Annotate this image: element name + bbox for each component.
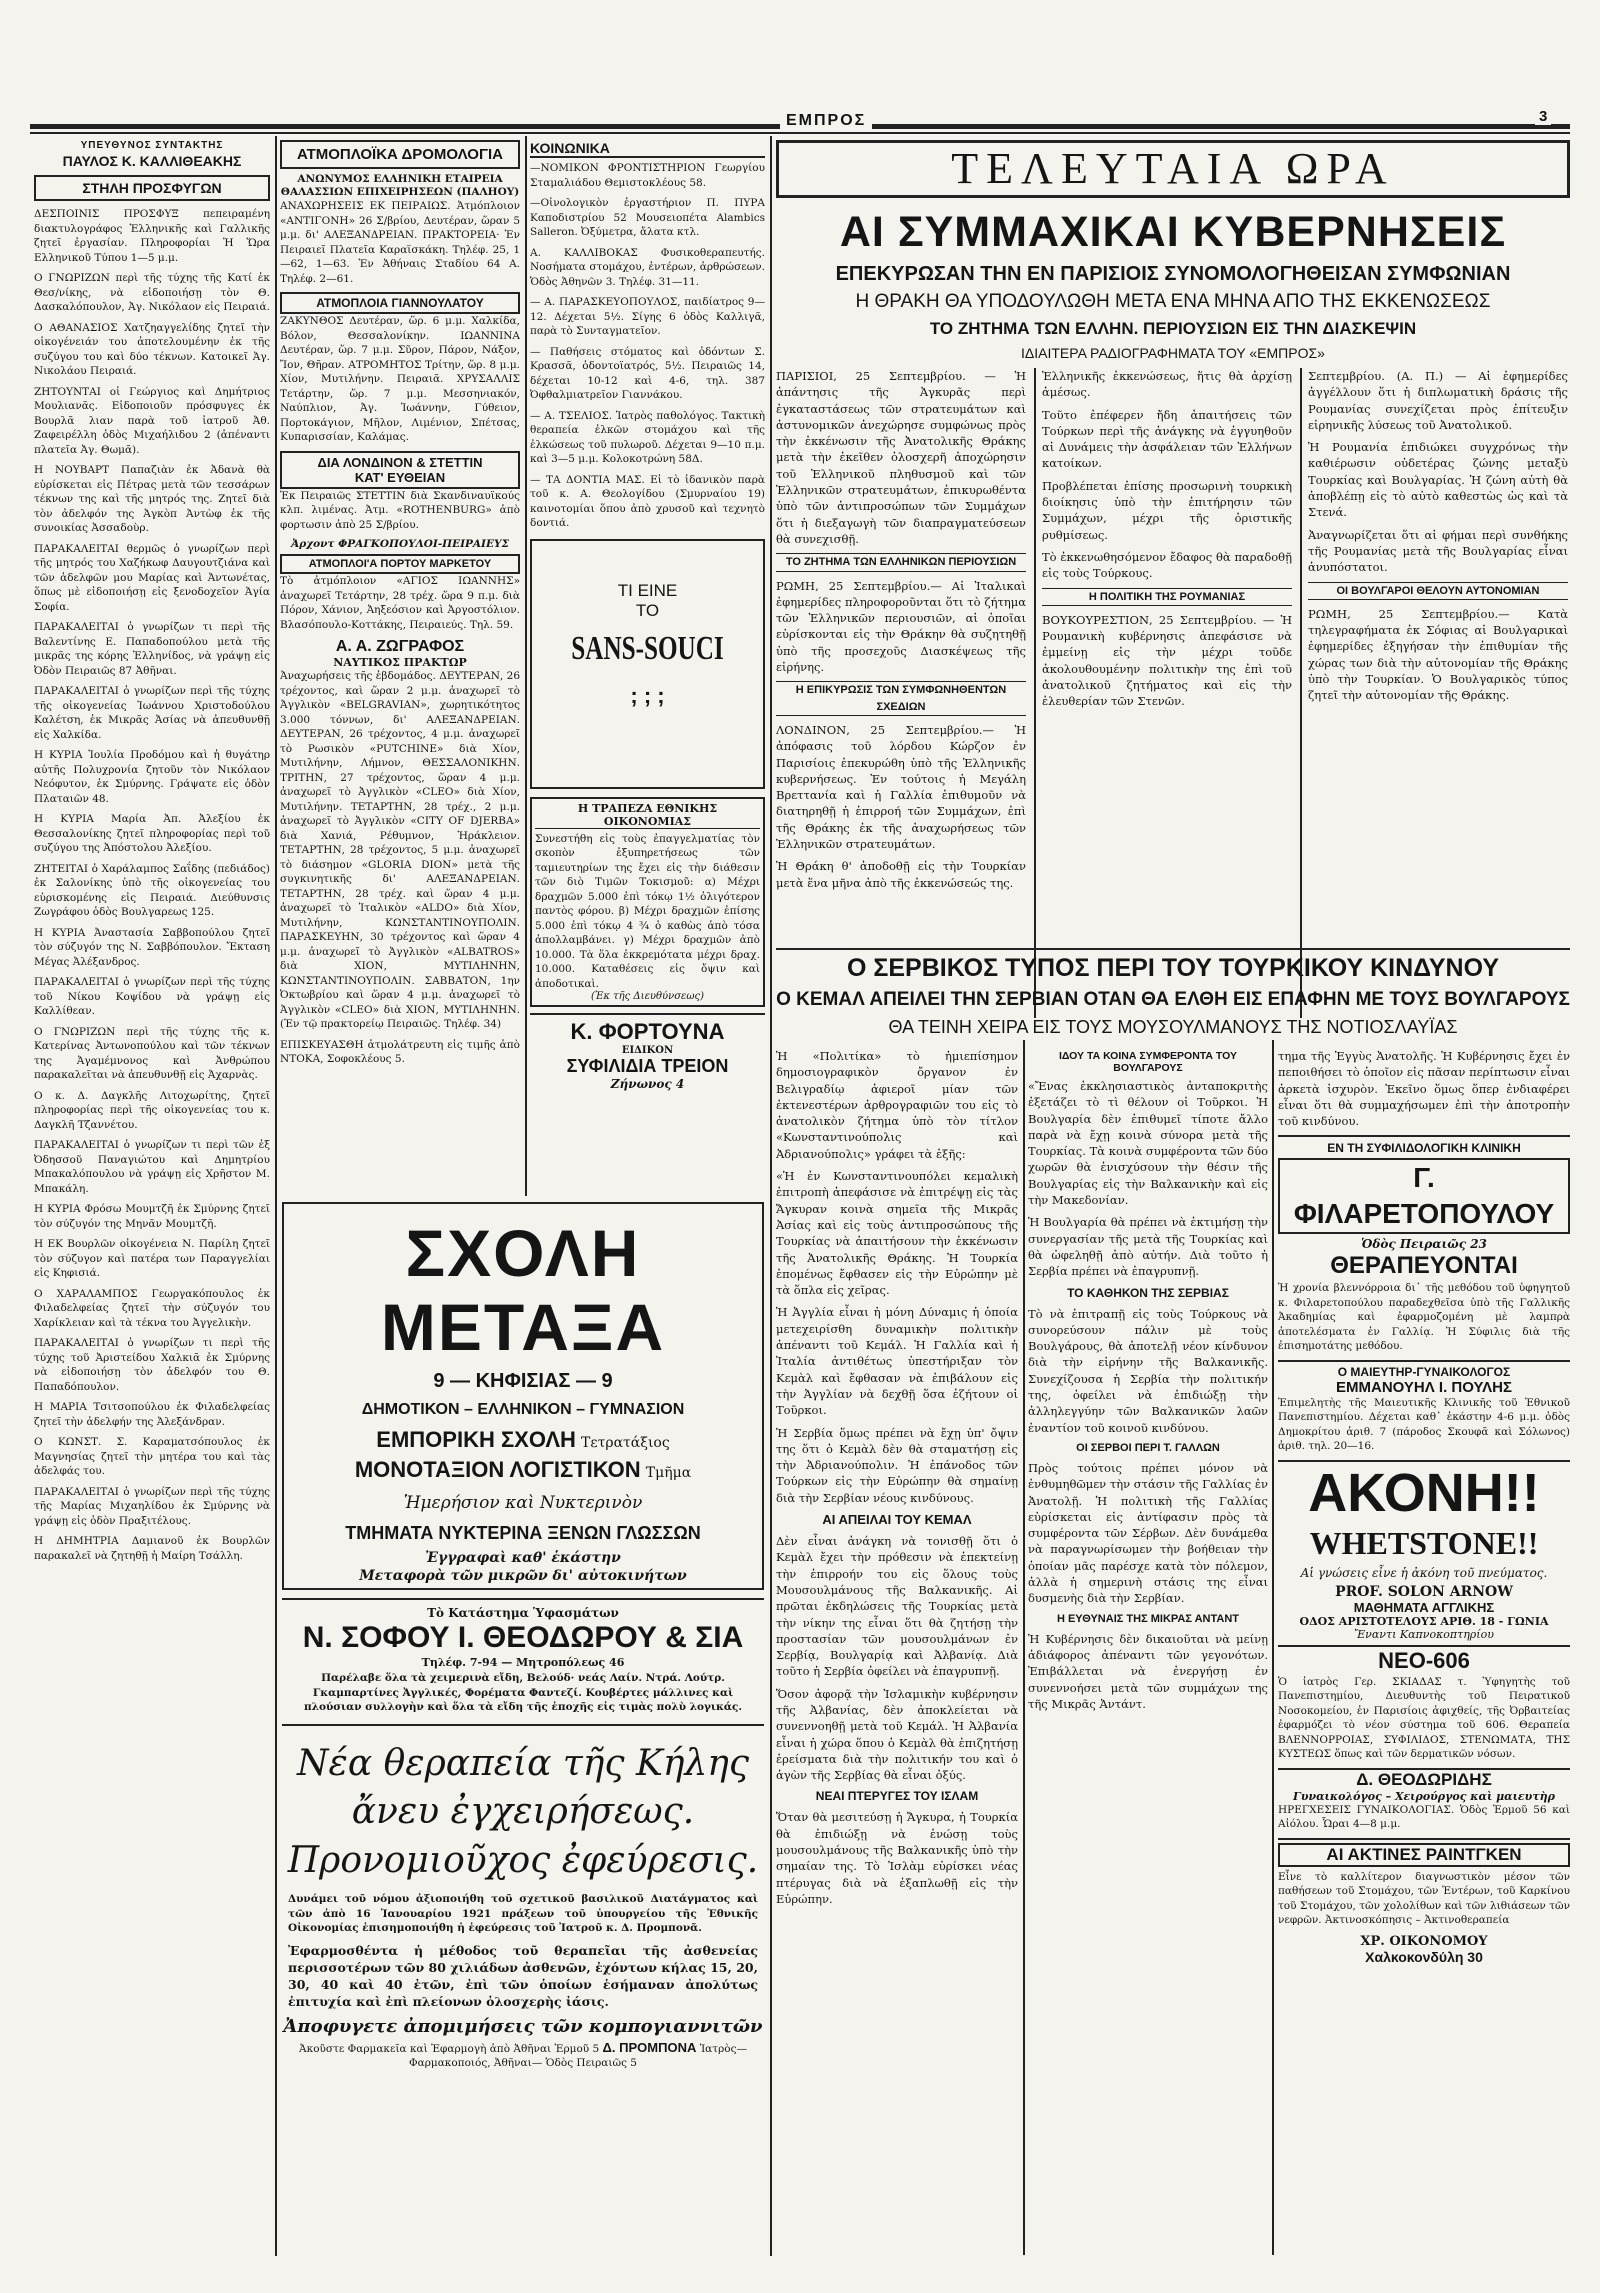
gyn-heading: Ο ΜΑΙΕΥΤΗΡ-ΓΥΝΑΙΚΟΛΟΓΟΣ <box>1337 1364 1511 1379</box>
school-ad <box>282 1202 764 1590</box>
latest-section <box>776 140 1570 1040</box>
politika-article <box>776 1048 1018 1506</box>
fortouna-sub: ΕΙΔΙΚΟΝ <box>621 1045 674 1056</box>
refugee-notice: ΠΑΡΑΚΑΛΕΙΤΑΙ ὁ γνωρίζων τι περὶ τῆς τύχης τοῦ Ἀριστείδου Χαλκιᾶ ἐκ Σμύρνης νὰ εἰδοποιήσῃ τὸν ἀδελφόν του Θ. Παπαδόπουλον. <box>34 1337 270 1393</box>
school-commercial: ΕΜΠΟΡΙΚΗ ΣΧΟΛΗ <box>376 1427 576 1452</box>
serbs-france-text: Πρὸς τούτοις πρέπει μόνον νὰ ἐνθυμηθῶμεν τὴν στάσιν τῆς Γαλλίας ἐν Ἀνατολῇ. Ἡ πολιτικὴ τῆς Γαλλίας εὑρίσκεται εἰς ἀντίφασιν πρὸς τὰ συμφέροντα τῶν Σέρβων. Δὲν δυνάμεθα νὰ παραγνωρίσωμεν τὴν βοήθειαν τὴν ὁποίαν μᾶς παρέσχε κατὰ τὸν πόλεμον, ἀλλὰ ἡ σημερινὴ στάσις της εἶναι δυσμενὴς διὰ τὴν Σερβίαν. <box>1028 1460 1268 1606</box>
latest-paragraph: Ἡ Θράκη θ' ἀποδοθῇ εἰς τὴν Τουρκίαν μετὰ ἕνα μῆνα ἀπὸ τῆς ἐκκενώσεώς της. <box>776 859 1026 890</box>
fortouna-name: Κ. ΦΟΡΤΟΥΝΑ <box>570 1019 725 1044</box>
top-rule-thin <box>30 132 1570 134</box>
col-rule-4 <box>1023 1040 1025 2255</box>
refugees-section-title: ΣΤΗΛΗ ΠΡΟΣΦΥΓΩΝ <box>34 175 270 201</box>
refugee-notice: Η ΕΚ Βουρλῶν οἰκογένεια Ν. Παρίλη ζητεῖ τὸν σύζυγον καὶ πατέρα των Παραγγελίαι εἰς Κηφισιά. <box>34 1238 270 1279</box>
theo-text: ΗΡΕΓΧΕΣΕΙΣ ΓΥΝΑΙΚΟΛΟΓΙΑΣ. Ὁδὸς Ἑρμοῦ 56 καὶ Αἰόλου. Ὧραι 4—8 μ.μ. <box>1278 1803 1570 1831</box>
neo-text: Ὁ ἰατρὸς Γερ. ΣΚΙΑΔΑΣ τ. Ὑφηγητὴς τοῦ Πανεπιστημίου, Διευθυντὴς τοῦ Πειρατικοῦ Νοσοκομείου, ἐν Παρισίοις ἀφιχθείς, τῆς Ὀρβαιτείας ἐφαρμόζει τὸ νέον σύστημα τοῦ 606. Θεραπεία ΒΛΕΝΝΟΡΡΟΙΑΣ, ΣΥΦΙΛΙΔΟΣ, ΣΤΕΝΩΜΑΤΑ, ΤΗΣ ΚΥΣΤΕΩΣ ὅπως καὶ τῶν δερματικῶν νόσων. <box>1278 1675 1570 1761</box>
editor-name: ΠΑΥΛΟΣ Κ. ΚΑΛΛΙΘΕΑΚΗΣ <box>62 153 242 169</box>
school-day-night: Ἡμερήσιον καὶ Νυκτερινὸν <box>403 1493 643 1513</box>
politika-paragraph: Ἡ «Πολιτίκα» τὸ ἡμιεπίσημον δημοσιογραφικὸν ὄργανον ἐν Βελιγραδίῳ ἀφιεροῖ μίαν τῶν ἐκτενεστέρων ἀρθρογραφιῶν του εἰς τὸ ἀνατολικὸν ζήτημα ὑπὸ τὸν τίτλον «Κωνσταντινούπολις καὶ Ἀδριανούπολις» γράφει τὰ ἑξῆς: <box>776 1049 1018 1161</box>
latest-paragraph: Ἑλληνικῆς ἐκκενώσεως, ἥτις θὰ ἀρχίσῃ ἀμέσως. <box>1042 369 1292 400</box>
fabric-phone: Τηλέφ. 7-94 — Μητροπόλεως 46 <box>421 1656 625 1669</box>
hernia-text: Δυνάμει τοῦ νόμου ἀξιοποιήθη τοῦ σχετικοῦ βασιλικοῦ Διατάγματος καὶ τῶν ἀπὸ 16 Ἰανουαρίου 1921 πράξεων τοῦ ὑπουργείου τῆς Ἐθνικῆς Οἰκονομίας ἐπισημοποιήθη ἡ ἐφεύρεσις τοῦ Ἰατροῦ κ. Δ. Προμπονᾶ. <box>288 1893 758 1934</box>
column-social <box>530 140 765 1200</box>
latest-paragraph: Η ΠΟΛΙΤΙΚΗ ΤΗΣ ΡΟΥΜΑΝΙΑΣ <box>1042 588 1292 606</box>
kemal-text-2: Ὅσον ἀφορᾷ τὴν Ἰσλαμικὴν κυβέρνησιν τῆς Ἀλβανίας, δὲν ἀποκλείεται νὰ συνεννοηθῇ μετὰ τοῦ Κεμάλ. Ἡ Ἀλβανία εἶναι ἡ χώρα ὅπου ὁ Κεμὰλ θὰ ἐπιζητήσῃ ἐρείσματα διὰ τὴν πολιτικήν του καὶ ὁ ἀγὼν τῆς Σερβίας θὰ εἶναι ὀξύς. <box>776 1686 1018 1783</box>
company1-text: ΑΝΑΧΩΡΗΣΕΙΣ ΕΚ ΠΕΙΡΑΙΩΣ. Ἀτμόπλοιον «ΑΝΤΙΓΟΝΗ» 26 Σ/βρίου, Δευτέραν, ὥραν 5 μ.μ. δι' ΑΛΕΞΑΝΔΡΕΙΑΝ. ΠΡΑΚΤΟΡΕΙΑ· Ἐν Πειραιεῖ Πλατεῖα Καραϊσκάκη. Τηλέφ. 25, 1—62, 1—63. Ἐν Ἀθήναις Σταδίου 64 Α. Τηλέφ. 2—61. <box>280 200 520 285</box>
serbs-france-heading: ΟΙ ΣΕΡΒΟΙ ΠΕΡΙ Τ. ΓΑΛΛΩΝ <box>1076 1441 1220 1454</box>
refugee-notice: Η ΚΥΡΙΑ Φρόσω Μουμτζῆ ἐκ Σμύρνης ζητεῖ τὸν σύζυγόν της Μηνᾶν Μουμτζῆ. <box>34 1203 270 1230</box>
school-levels: ΔΗΜΟΤΙΚΟΝ – ΕΛΛΗΝΙΚΟΝ – ΓΥΜΝΑΣΙΟΝ <box>361 1401 685 1418</box>
fabric-text: Παρέλαβε ὅλα τὰ χειμερινὰ εἴδη, Βελούδ· νεάς Λαίν. Ντρά. Λούτρ. Γκαμπαρτίνες Ἀγγλικές, Φορέματα Φαντεζί. Κουβέρτες μάλλινες καὶ πλούσιαν συλλογὴν καὶ ὅλα τὰ εἴδη τῆς ἐποχῆς εἰς τιμὰς πολὺ λογικάς. <box>303 1672 743 1713</box>
social-title: ΚΟΙΝΩΝΙΚΑ <box>530 140 765 158</box>
agent-role: ΝΑΥΤΙΚΟΣ ΠΡΑΚΤΩΡ <box>333 656 467 669</box>
serbia-headlines <box>776 948 1570 1040</box>
serbia-h2: Ο ΚΕΜΑΛ ΑΠΕΙΛΕΙ ΤΗΝ ΣΕΡΒΙΑΝ ΟΤΑΝ ΘΑ ΕΛΘΗ ΕΙΣ ΕΠΑΦΗΝ ΜΕ ΤΟΥΣ ΒΟΥΛΓΑΡΟΥΣ <box>776 989 1570 1010</box>
xray-title: ΑΙ ΑΚΤΙΝΕΣ ΡΑΙΝΤΓΚΕΝ <box>1278 1843 1570 1867</box>
refugee-notice: Η ΔΗΜΗΤΡΙΑ Δαμιανοῦ ἐκ Βουρλῶν παρακαλεῖ νὰ ζητηθῇ ἡ Μαίρη Τσάλλη. <box>34 1535 270 1562</box>
company2-title: ΑΤΜΟΠΛΟΙΑ ΓΙΑΝΝΟΥΛΑΤΟΥ <box>280 292 520 314</box>
latest-paragraph: Η ΕΠΙΚΥΡΩΣΙΣ ΤΩΝ ΣΥΜΦΩΝΗΘΕΝΤΩΝ ΣΧΕΔΙΩΝ <box>776 681 1026 716</box>
refugee-notice: Ο ΧΑΡΑΛΑΜΠΟΣ Γεωργακόπουλος ἐκ Φιλαδελφείας ζητεῖ τὴν σύζυγόν του Χαρίκλειαν καὶ τὰ τέκνα του Ἀγγελικὴν. <box>34 1287 270 1329</box>
school-accounting: ΜΟΝΟΤΑΞΙΟΝ ΛΟΓΙΣΤΙΚΟΝ <box>354 1457 641 1482</box>
shipping-header: ΑΤΜΟΠΛΟΪΚΑ ΔΡΟΜΟΛΟΓΙΑ <box>280 140 520 169</box>
paper-name: ΕΜΠΡΟΣ <box>780 112 872 130</box>
social-item: — ΤΑ ΔΟΝΤΙΑ ΜΑΣ. Εἰ τὸ ἰδανικὸν παρὰ τοῦ κ. Α. Θεολογίδου (Σμυρναίου 19) καινοτομίαι ὅπου ἀπὸ χρυσοῦ καὶ τεχνητὸ δοντιά. <box>530 473 765 529</box>
theo-name: Δ. ΘΕΟΔΩΡΙΔΗΣ <box>1356 1769 1492 1789</box>
social-item: —Οἰνολογικὸν ἐργαστήριον Π. ΠΥΡΑ Καποδιστρίου 52 Μουσειοπέτα Alambics Salleron. Ὀξύμετρα, ἄλατα κτλ. <box>530 197 765 238</box>
market-title: ΑΤΜΟΠΛΟΙ'Α ΠΟΡΤΟΥ ΜΑΡΚΕΤΟΥ <box>280 554 520 574</box>
islam-heading: ΝΕΑΙ ΠΤΕΡΥΓΕΣ ΤΟΥ ΙΣΛΑΜ <box>815 1789 979 1804</box>
refugee-notice: Ο ΚΩΝΣΤ. Σ. Καραματσόπουλος ἐκ Μαγνησίας ζητεῖ τὴν μητέρα του καὶ τὰς ἀδελφάς του. <box>34 1436 270 1477</box>
social-item: Α. ΚΑΛΛΙΒΟΚΑΣ Φυσικοθεραπευτής. Νοσήματα στομάχου, ἐντέρων, ἀρθρώσεων. Ὁδὸς Ἀθηνῶν 3. Τηλέφ. 31—11. <box>530 246 765 288</box>
hernia-line1: Νέα θεραπεία τῆς Κήλης <box>297 1743 749 1784</box>
bulgar-heading: ΙΔΟΥ ΤΑ ΚΟΙΝΑ ΣΥΜΦΕΡΟΝΤΑ ΤΟΥ ΒΟΥΛΓΑΡΟΥΣ <box>1058 1050 1238 1074</box>
hernia-footer-name: Δ. ΠΡΟΜΠΟΝΑ <box>602 2039 697 2055</box>
whetstone-ad <box>1278 1460 1570 1641</box>
bulgar-p1: «Ἔνας ἐκκλησιαστικὸς ἀνταποκριτὴς ἐξετάζει τὸ τὶ θέλουν οἱ Τοῦρκοι. Ἡ Βουλγαρία δὲν ἐπιθυμεῖ τίποτε ἄλλο παρὰ νὰ ἔχῃ κοινὰ σύνορα μετὰ τῆς Τουρκίας. Τὰ κοινὰ συμφέροντα τῶν δύο χωρῶν θὰ ἐνισχύσουν τὴν θέσιν τῆς Βουλγαρίας εἰς τὴν Βαλκανικὴν καὶ εἰς τὴν Μακεδονίαν. <box>1028 1079 1268 1208</box>
latest-headline1: ΑΙ ΣΥΜΜΑΧΙΚΑΙ ΚΥΒΕΡΝΗΣΕΙΣ <box>839 208 1507 256</box>
hernia-footer-right: Ἰατρὸς—Φαρμακοποιός, Ἀθῆναι— Ὁδὸς Πειραιῶς 5 <box>409 2042 747 2069</box>
xray-name: ΧΡ. ΟΙΚΟΝΟΜΟΥ <box>1360 1933 1488 1949</box>
refugee-notice: Η ΝΟΥΒΑΡΤ Παπαζιὰν ἐκ Ἀδανὰ θὰ εὑρίσκεται εἰς Πέτρας μετὰ τῶν τεσσάρων τέκνων της καὶ τῆς μητρός της. Ζητεῖ διὰ τὸν ἀδελφόν της Ἀγκὸπ Ἀντὼφ ἐκ τῆς συνοικίας Ἀσσαδοὺρ. <box>34 464 270 534</box>
latest-paragraph: ΤΟ ΖΗΤΗΜΑ ΤΩΝ ΕΛΛΗΝΙΚΩΝ ΠΕΡΙΟΥΣΙΩΝ <box>776 553 1026 571</box>
continued-article: τημα τῆς Ἐγγὺς Ἀνατολῆς. Ἡ Κυβέρνησις ἔχει ἐν πεποιθήσει τὸ ὁποῖον εἰς πᾶσαν περίπτωσιν εἶναι ἀρκετὰ ἰσχυρὸν. Ἐκεῖνο ὅμως ὅπερ ἐνδιαφέρει εἶναι ὅτι θὰ συμμαχήσωμεν ἐπὶ τὴν ἀποτροπὴν τοῦ κινδύνου. <box>1278 1049 1570 1129</box>
xray-ad <box>1278 1838 1570 1965</box>
neo606-ad <box>1278 1645 1570 1762</box>
politika-paragraph: Ἡ Σερβία ὅμως πρέπει νὰ ἔχῃ ὑπ' ὄψιν της ὅτι ὁ Κεμὰλ δὲν θὰ σταματήσῃ εἰς τὴν Ἀδριανούπολιν. Ἡ ἐπάνοδος τῶν Τούρκων εἰς τὴν Εὐρώπην θὰ σημαίνῃ διὰ τὴν Σερβίαν νέους κινδύνους. <box>776 1425 1018 1505</box>
fortouna-addr: Ζήνωνος 4 <box>610 1077 685 1091</box>
xray-address: Χαλκοκονδύλη 30 <box>1365 1948 1483 1965</box>
latest-banner <box>776 140 1570 198</box>
latest-cols <box>776 368 1570 1008</box>
refugee-notice: ΠΑΡΑΚΑΛΕΙΤΑΙ ὁ γνωρίζων περὶ τῆς τύχης τῆς Μαρίας Μιχαηλίδου ἐκ Σμύρνης νὰ γράψῃ εἰς ὁδὸν Πραξιτέλους. <box>34 1485 270 1527</box>
latest-paragraph: Προβλέπεται ἐπίσης προσωρινὴ τουρκικὴ διοίκησις ὑπὸ τὴν ἐπιτήρησιν τῶν Συμμάχων, μέχρι τῆς ὁριστικῆς ρυθμίσεως. <box>1042 478 1292 542</box>
islam-text: Ὅταν θὰ μεσιτεύσῃ ἡ Ἄγκυρα, ἡ Τουρκία θὰ ἐπιδιώξῃ νὰ ἐνώσῃ τοὺς μουσουλμάνους τῆς Βαλκανικῆς ὑπὸ τὴν σημαίαν της. Τὸ Ἰσλὰμ εὑρίσκει νέας πτέρυγας διὰ νὰ ἐξαπλωθῇ εἰς τὴν Εὐρώπην. <box>776 1810 1018 1906</box>
serbia-duty-heading: ΤΟ ΚΑΘΗΚΟΝ ΤΗΣ ΣΕΡΒΙΑΣ <box>1067 1285 1229 1300</box>
refugee-notice: ΖΗΤΕΙΤΑΙ ὁ Χαράλαμπος Σαΐδης (πεδιάδος) ἐκ Σαλονίκης ὑπὸ τῆς οἰκογενείας του εὑρισκομένης εἰς Πειραιά. Διεύθυνσις Ζωγράφου ὁδὸς Βουλγαρεως 125. <box>34 862 270 918</box>
refugee-notice: Η ΚΥΡΙΑ Μαρία Ἀπ. Ἀλεξίου ἐκ Θεσσαλονίκης ζητεῖ πληροφορίας περὶ τοῦ συζύγου της Ἀπόστολου Ἀλεξίου. <box>34 813 270 854</box>
school-accounting-note: Τμῆμα <box>645 1465 692 1481</box>
london-line-box <box>280 451 520 489</box>
little-entente-text: Ἡ Κυβέρνησις δὲν δικαιοῦται νὰ μείνῃ ἀδιάφορος ἀπέναντι τῶν γεγονότων. Ἐπιβάλλεται νὰ ἐνεργήσῃ ἐν συνεννοήσει μετὰ τῶν συμμάχων της τῆς Μικρᾶς Ἀντάντ. <box>1028 1631 1268 1711</box>
fabric-intro: Τὸ Κατάστημα Ὑφασμάτων <box>427 1606 619 1620</box>
kemal-text: Δὲν εἶναι ἀνάγκη νὰ τονισθῇ ὅτι ὁ Κεμὰλ ἔχει τὴν πρόθεσιν νὰ ἐπεκτείνῃ τὴν ἐπιρροήν του εἰς ὅλους τοὺς Μουσουλμάνους τῆς Βαλκανικῆς. Αἱ πρῶται ἐκδηλώσεις τῆς Τουρκίας μετὰ τὴν νίκην της εἶναι ὅτι θὰ ζητήσῃ τὴν προστασίαν τῶν μουσουλμάνων ἐν Σερβίᾳ, Βουλγαρίᾳ καὶ Ἀλβανίᾳ. Διὰ τοῦτο ἡ Σερβία ὀφείλει νὰ ἐπαγρυπνῇ. <box>776 1534 1018 1679</box>
latest-col-c <box>1308 368 1568 710</box>
school-languages: ΤΜΗΜΑΤΑ ΝΥΚΤΕΡΙΝΑ ΞΕΝΩΝ ΓΛΩΣΣΩΝ <box>345 1523 701 1543</box>
latest-paragraph: ΟΙ ΒΟΥΛΓΑΡΟΙ ΘΕΛΟΥΝ ΑΥΤΟΝΟΜΙΑΝ <box>1308 582 1568 600</box>
theodoridis-ad <box>1278 1768 1570 1832</box>
serbia-duty-text: Τὸ νὰ ἐπιτραπῇ εἰς τοὺς Τούρκους νὰ συνορεύσουν πάλιν μὲ τοὺς Βουλγάρους, θὰ ἀποτελῇ νέον κίνδυνον διὰ τὴν εἰρήνην τῆς Βαλκανικῆς. Συνεχίζουσα ἡ Σερβία τὴν πολιτικήν της, ὀφείλει νὰ ἐπιδιώξῃ τὴν ἀλληλεγγύην τῶν Βαλκανικῶν λαῶν ἐναντίον τοῦ κοινοῦ κινδύνου. <box>1028 1306 1268 1435</box>
school-commercial-row <box>284 1427 762 1453</box>
latest-paragraph: Τὸ ἐκκενωθησόμενον ἔδαφος θὰ παραδοθῇ εἰς τοὺς Τούρκους. <box>1042 549 1292 581</box>
neo-title: ΝΕΟ-606 <box>1378 1647 1470 1673</box>
little-entente-heading: Η ΕΥΘΥΝΑΙΣ ΤΗΣ ΜΙΚΡΑΣ ΑΝΤΑΝΤ <box>1056 1612 1240 1625</box>
market-text: Τὸ ἀτμόπλοιον «ΑΓΙΟΣ ΙΩΑΝΝΗΣ» ἀναχωρεῖ Τετάρτην, 28 τρέχ. ὥρα 9 π.μ. διὰ Πόρον, Χάνιον, Ἀηξεόσιον καὶ Ἀργοστόλιον. Βλασόπουλο-Κοττάκης, Πειραιεύς. Τηλ. 59. <box>280 575 520 631</box>
refugee-notice: Η ΚΥΡΙΑ Ἰουλία Προδόμου καὶ ἡ θυγάτηρ αὐτῆς Πολυχρονία ζητοῦν τὸν Νικόλαον Νεόφυτον, ἐκ Σμύρνης. Γράψατε εἰς ὁδὸν Πλαταιῶν 48. <box>34 749 270 805</box>
col-rule-3 <box>770 136 772 2256</box>
theo-sub: Γυναικολόγος – Χειρούργος καὶ μαιευτὴρ <box>1293 1789 1555 1803</box>
school-transport: Μεταφορὰ τῶν μικρῶν δι' αὐτοκινήτων <box>359 1568 687 1584</box>
company1-title: ΑΝΩΝΥΜΟΣ ΕΛΛΗΝΙΚΗ ΕΤΑΙΡΕΙΑ ΘΑΛΑΣΣΙΩΝ ΕΠΙΧΕΙΡΗΣΕΩΝ (ΠΑΛΗΟΥ) <box>280 173 520 198</box>
hernia-line3: Προνομιοῦχος ἐφεύρεσις. <box>287 1840 759 1881</box>
hernia-results: Ἀποφυγετε ἀπομιμήσεις τῶν κομπογιαννιτῶν <box>283 2015 763 2037</box>
latest-paragraph: Ἡ Ρουμανία ἐπιδιώκει συγχρόνως τὴν καθιέρωσιν οὐδετέρας ζώνης μεταξὺ Τουρκίας καὶ Βουλγαρίας. Ἡ ζώνη αὐτὴ θὰ ἀποβλέπῃ εἰς τὸ αὐτὸ καθεστὼς ὡς καὶ τὰ Στενά. <box>1308 440 1568 520</box>
hernia-line2: ἄνευ ἐγχειρήσεως. <box>351 1791 695 1832</box>
clinic-ad <box>1278 1135 1570 1354</box>
london-line-sub: ΚΑΤ' ΕΥΘΕΙΑΝ <box>354 469 446 485</box>
latest-paragraph: ΒΟΥΚΟΥΡΕΣΤΙΟΝ, 25 Σεπτεμβρίου. — Ἡ Ρουμανικὴ κυβέρνησις ἀπεφάσισε νὰ ἐμμείνῃ εἰς τὴν μέχρι τοῦδε ἀκολουθουμένην πολιτικὴν της ἐπὶ τοῦ ἀνατολικοῦ ζητήματος καὶ εἰς τὴν ἐλευθερίαν τῶν Στενῶν. <box>1042 612 1292 709</box>
refugee-notices <box>34 207 270 1563</box>
politika-paragraph: «Ἡ ἐν Κωνσταντινουπόλει κεμαλικὴ ἐπιτροπὴ ἀπεφάσισε νὰ ἐπιτρέψῃ εἰς τὰς Ἄγκυραν κοινὰ σημεῖα τῆς Μικρᾶς Ἀσίας καὶ εἰς τοὺς ἀντιπροσώπους τῆς Τουρκίας νὰ ἀπαιτήσουν τὴν ἐκκένωσιν τῆς Ἀνατολικῆς Θράκης. Ἡ Τουρκία ἑπομένως ἔφθασεν εἰς τὴν Εὐρώπην μὲ τὰ ὅπλα εἰς χεῖρας. <box>776 1169 1018 1298</box>
social-item: — Α. ΠΑΡΑΣΚΕΥΟΠΟΥΛΟΣ, παιδίατρος 9—12. Δέχεται 5½. Σίγης 6 ὁδὸς Καλλιγᾶ, παρὰ τὸ Συνταγματεῖον. <box>530 296 765 337</box>
page-number: 3 <box>1535 108 1551 125</box>
hernia-footer-left: Ἀκοῦστε Φαρμακεῖα καὶ Ἐφαρμογὴ ἀπὸ Ἀθῆναι Ἐρμοῦ 5 <box>299 2042 600 2055</box>
latest-paragraph: Τοῦτο ἐπέφερεν ἤδη ἀπαιτήσεις τῶν Τούρκων περὶ τῆς ἀνάγκης νὰ ἐγγυηθοῦν αἱ Δυνάμεις τὴν ἀσφάλειαν τῶν Ἑλλήνων κατοίκων. <box>1042 407 1292 471</box>
fabric-name: Ν. ΣΟΦΟΥ Ι. ΘΕΟΔΩΡΟΥ & ΣΙΑ <box>302 1621 744 1654</box>
clinic-heading: ΕΝ ΤΗ ΣΥΦΙΛΙΔΟΛΟΓΙΚΗ ΚΛΙΝΙΚΗ <box>1327 1141 1521 1156</box>
whet-line1: ΑΚΟΝΗ!! <box>1308 1462 1540 1523</box>
refugee-notice: ΠΑΡΑΚΑΛΕΙΤΑΙ ὁ γνωρίζων τι περὶ τῆς Βαλεντίνης Ε. Παπαδοπούλου μετὰ τῆς μικρᾶς της κόρης Ἑλληνίδος, νὰ γράψῃ εἰς Ὀδὸν Πειραιῶς 87 Ἀθῆναι. <box>34 621 270 677</box>
sanssouci-line2: ΤΟ <box>635 600 660 620</box>
agent-text: Ἀναχωρήσεις τῆς ἑβδομάδος. ΔΕΥΤΕΡΑΝ, 26 τρέχοντος, καὶ ὥραν 2 μ.μ. ἀναχωρεῖ τὸ Ἀγγλικὸν «BELGRAVIAN», χωρητικότητος 3.000 τόννων, δι' ΑΛΕΞΑΝΔΡΕΙΑΝ. ΔΕΥΤΕΡΑΝ, 26 τρέχοντος, 4 μ.μ. ἀναχωρεῖ τὸ Ρωσικὸν «PUTCHINE» διὰ Χίον, Μυτιλήνην, Λήμνον, ΘΕΣΣΑΛΟΝΙΚΗΝ. ΤΡΙΤΗΝ, 27 τρέχοντος, ὥραν 4 μ.μ. ἀναχωρεῖ τὸ Ἀγγλικὸν «CLEO» διὰ Χίον, Μυτιλήνην. ΤΕΤΑΡΤΗΝ, 28 τρέχ., 2 μ.μ. ἀναχωρεῖ τὸ Ἀγγλικὸν «CITY OF DJERBA» διὰ Χανιά, Ρέθυμνον, Ἡράκλειον. ΤΕΤΑΡΤΗΝ, 28 τρέχοντος, 5 μ.μ. ἀναχωρεῖ τὸ διάσημον «GLORIA DION» μετὰ τῆς συγκινητικῆς δι' ΑΛΕΞΑΝΔΡΕΙΑΝ. ΤΕΤΑΡΤΗΝ, 28 τρέχ. καὶ ὥραν 4 μ.μ. ἀναχωρεῖ τὸ Ἰταλικὸν «ALDO» διὰ Χίον, Μυτιλήνην, ΚΩΝΣΤΑΝΤΙΝΟΥΠΟΛΙΝ. ΠΑΡΑΣΚΕΥΗΝ, 30 τρέχοντος καὶ ὥραν 4 μ.μ. ἀναχωρεῖ τὸ Ἀγγλικὸν «ALBATROS» διὰ ΧΙΟΝ, ΜΥΤΙΛΗΝΗΝ, ΚΩΝΣΤΑΝΤΙΝΟΥΠΟΛΙΝ. ΣΑΒΒΑΤΟΝ, 1ην Ὀκτωβρίου καὶ ὥραν 4 μ.μ. ἀναχωρεῖ τὸ Ἀγγλικὸν «CLEO» διὰ ΧΙΟΝ, ΜΥΤΙΛΗΝΗΝ. (Ἐν τῷ πρακτορείῳ Πειραιῶς. Τηλέφ. 34) <box>280 670 520 1030</box>
refugee-notice: Ο ΓΝΩΡΙΖΩΝ περὶ τῆς τύχης τῆς Κατί ἐκ Θεσ/νίκης, νὰ εἰδοποιήσῃ τὸν Θ. Δασκαλόπουλον, Ἀγ. Νικόλαον εἰς Πειραιά. <box>34 272 270 313</box>
prof-address-2: Ἔναντι Καπνοκοπτηρίου <box>1354 1627 1494 1641</box>
social-items <box>530 161 765 531</box>
latest-paragraph: ΡΩΜΗ, 25 Σεπτεμβρίου.— Κατὰ τηλεγραφήματα ἐκ Σόφιας αἱ Βουλγαρικαὶ ἐφημερίδες ἐξηγήσαν τὴν ἐπιθυμίαν τῆς χώρας των διὰ τὴν αὐτονομίαν τῆς Θράκης ὑπὸ τὴν Τουρκίαν. Ὁ Βουλγαρικὸς τύπος ζητεῖ τὴν αὐτονομίαν τῆς Θράκης. <box>1308 606 1568 703</box>
latest-paragraph: Σεπτεμβρίου. (Α. Π.) — Αἱ ἐφημερίδες ἀγγέλλουν ὅτι ἡ διπλωματικὴ δράσις τῆς Ρουμανίας συνεχίζεται πρὸς ἐπίτευξιν εἰρηνικῆς λύσεως τοῦ Ἀνατολικοῦ. <box>1308 369 1568 432</box>
latest-headline2: ΕΠΕΚΥΡΩΣΑΝ ΤΗΝ ΕΝ ΠΑΡΙΣΙΟΙΣ ΣΥΝΟΜΟΛΟΓΗΘΕΙΣΑΝ ΣΥΜΦΩΝΙΑΝ <box>835 263 1511 285</box>
latest-col-a <box>776 368 1026 897</box>
gyn-name: ΕΜΜΑΝΟΥΗΛ Ι. ΠΟΥΛΗΣ <box>1336 1378 1512 1396</box>
social-item: — Α. ΤΣΕΛΙΟΣ. Ἰατρὸς παθολόγος. Τακτικὴ θεραπεία ἐλκῶν στομάχου καὶ τῆς ἐλκώσεως τοῦ πυλωροῦ. Δέχεται 9—10 π.μ. καὶ 3—5 μ.μ. Κολοκοτρώνη 58Δ. <box>530 409 765 465</box>
whet-sub: Αἱ γνώσεις εἶνε ἡ ἀκόνη τοῦ πνεύματος. <box>1300 1565 1548 1580</box>
serbia-h3: ΘΑ ΤΕΙΝΗ ΧΕΙΡΑ ΕΙΣ ΤΟΥΣ ΜΟΥΣΟΥΛΜΑΝΟΥΣ ΤΗΣ ΝΟΤΙΟΣΛΑΥΪΑΣ <box>888 1017 1458 1037</box>
refugee-notice: ΠΑΡΑΚΑΛΕΙΤΑΙ ὁ γνωρίζων τι περὶ τῶν ἐξ Ὀδησσοῦ Παναγιώτου καὶ Δημητρίου Μπακαλόπουλου νὰ γράψῃ εἰς Χρῆστον Μ. Μπακάλη. <box>34 1139 270 1195</box>
clinic-big: ΘΕΡΑΠΕΥΟΝΤΑΙ <box>1330 1252 1518 1280</box>
whet-line2: WHETSTONE!! <box>1309 1524 1539 1561</box>
bottom-col-a <box>776 1048 1018 2253</box>
bank-title: Η ΤΡΑΠΕΖΑ ΕΘΝΙΚΗΣ ΟΙΚΟΝΟΜΙΑΣ <box>535 802 760 829</box>
social-item: —ΝΟΜΙΚΟΝ ΦΡΟΝΤΙΣΤΗΡΙΟΝ Γεωργίου Σταμαλιάδου Θεμιστοκλέους 58. <box>530 162 765 189</box>
sanssouci-line1: ΤΙ ΕΙΝΕ <box>617 580 678 600</box>
bank-foot: (Ἐκ τῆς Διευθύνσεως) <box>590 991 705 1002</box>
refugee-notice: ΠΑΡΑΚΑΛΕΙΤΑΙ ὁ γνωρίζων περὶ τῆς τύχης τοῦ Νίκου Κοψίδου νὰ γράψῃ εἰς Καλλίθεαν. <box>34 976 270 1017</box>
school-accounting-row <box>284 1457 762 1483</box>
clinic-name: Γ. ΦΙΛΑΡΕΤΟΠΟΥΛΟΥ <box>1278 1158 1570 1234</box>
refugee-notice: ΠΑΡΑΚΑΛΕΙΤΑΙ ὁ γνωρίζων περὶ τῆς τύχης τῆς οἰκογενείας Ἰωάννου Χριστοδούλου Καλέτση, ἐκ Μικρᾶς Ἀσίας νὰ ἀπευθυνθῇ εἰς Χαλκίδα. <box>34 685 270 741</box>
company2-text: ΖΑΚΥΝΘΟΣ Δευτέραν, ὥρ. 6 μ.μ. Χαλκίδα, Βόλον, Θεσσαλονίκην. ΙΩΑΝΝΙΝΑ Δευτέραν, ὥρ. 7 μ.μ. Σῦρον, Πάρον, Νάξον, Ἴον, Θῆραν. ΑΤΡΟΜΗΤΟΣ Τρίτην, ὥρ. 8 μ.μ. Χίον, Μυτιλήνην. Πειραιᾶ. ΧΡΥΣΑΛΛΙΣ Τετάρτην, ὥρ. 7 μ.μ. Μεσσηνιακόν, Ναύπλιον, Ἀγ. Ἰωάννην, Γύθειον, Πορτοκάγιον, Μῆλον, Λιμένιον, Σπέτσας, Κυπαρισσίαν, Καλάμας. <box>280 315 520 443</box>
latest-rule-1 <box>1034 368 1036 1018</box>
latest-headline4: ΤΟ ΖΗΤΗΜΑ ΤΩΝ ΕΛΛΗΝ. ΠΕΡΙΟΥΣΙΩΝ ΕΙΣ ΤΗΝ ΔΙΑΣΚΕΨΙΝ <box>929 319 1417 338</box>
refugee-notice: Η ΜΑΡΙΑ Τσιτσοπούλου ἐκ Φιλαδελφείας ζητεῖ τὴν ἀδελφήν της Ἀλεξάνδραν. <box>34 1401 270 1428</box>
hernia-ad <box>282 1732 764 2252</box>
school-enroll: Ἐγγραφαὶ καθ' ἑκάστην <box>425 1550 621 1566</box>
bank-text: Συνεστήθη εἰς τοὺς ἐπαγγελματίας τὸν σκοπὸν ἐξυπηρετήσεως τῶν ταμιευτηρίων της ἔχει εἰς τὴν διάθεσιν τῶν διὸ Τιμῶν Τοκισμοῦ: α) Μέχρι δραχμῶν 5.000 ἐπὶ τόκῳ 1½ ὀλιγότερον παντὸς φόρου. β) Μέχρι δραχμῶν ἐπίσης 5.000 ἐπὶ τόκῳ 4 ¾ ὁ καθὼς ἀπὸ τόσα ἀπολλαμβάνει. γ) Μέχρι δραχμῶν ἀπὸ 10.000. Τὰ ὅλα ἐκκρεμότατα μέχρι δραχ. 10.000. Καταθέσεις εἰς ὄψιν καὶ ἀποδοτικαὶ. <box>535 832 760 990</box>
latest-paragraph: Ἀναγνωρίζεται ὅτι αἱ φήμαι περὶ συνθήκης τῆς Ρουμανίας μετὰ τῆς Βουλγαρίας εἶναι ἀνυπόστατοι. <box>1308 527 1568 575</box>
fabric-ad <box>282 1598 764 1726</box>
gyn-text: Ἐπιμελητὴς τῆς Μαιευτικῆς Κλινικῆς τοῦ Ἐθνικοῦ Πανεπιστημίου. Δέχεται καθ᾽ ἑκάστην 4-6 μ.μ. ὁδὸς Δημοκρίτου ἀριθ. 7 (πάροδος Σκουφᾶ καὶ Σόλωνος) ἀριθ. τηλ. 20—16. <box>1278 1396 1570 1453</box>
latest-banner-text: ΤΕΛΕΥΤΑΙΑ ΩΡΑ <box>951 144 1395 193</box>
editor-label: ΥΠΕΥΘΥΝΟΣ ΣΥΝΤΑΚΤΗΣ <box>80 140 224 151</box>
clinic-text: Ἡ χρονία βλεννόρροια δι᾽ τῆς μεθόδου τοῦ ὑφηγητοῦ κ. Φιλαρετοπούλου παραδεχθεῖσα ὑπὸ τῆς Γαλλικῆς Ἀκαδημίας καὶ ἐφαρμοζομένη μὲ λαμπρὰ ἀποτελέσματα ἐν Γαλλίᾳ. Ἡ Σύφιλις διὰ τῆς ἐπισημοτάτης μεθόδου. <box>1278 1282 1570 1353</box>
serbia-h1: Ο ΣΕΡΒΙΚΟΣ ΤΥΠΟΣ ΠΕΡΙ ΤΟΥ ΤΟΥΡΚΙΚΟΥ ΚΙΝΔΥΝΟΥ <box>846 954 1500 982</box>
refugee-notice: Ο κ. Δ. Δαγκλῆς Λιτοχωρίτης, ζητεῖ πληροφορίας περὶ τῆς οἰκογενείας του κ. Δαγκλῆ Τζαννέτου. <box>34 1089 270 1131</box>
latest-paragraph: ΛΟΝΔΙΝΟΝ, 25 Σεπτεμβρίου.— Ἡ ἀπόφασις τοῦ λόρδου Κώρζον ἐν Παρισίοις ἐπεκυρώθη ὑπὸ τῆς Ἑλληνικῆς κυβερνήσεως. Ἐν τούτοις ἡ Μεγάλη Βρεττανία καὶ ἡ Γαλλία ἐπιθυμοῦν νὰ διατηρηθῇ ἡ ἐπιρροή τῶν Συμμάχων, ἐπὶ τῆς Θράκης ἐκ τῆς ἀναχωρήσεως τῶν Ἑλληνικῶν στρατευμάτων. <box>776 722 1026 852</box>
refugee-notice: Ο ΓΝΩΡΙΖΩΝ περὶ τῆς τύχης τῆς κ. Κατερίνας Ἀντωνοπούλου καὶ τῶν τέκνων της Ἀγαμέμνονος καὶ Ἀνθρώπου παρακαλεῖται νὰ ἀπευθυνθῇ εἰς Ἀχαρνὰς. <box>34 1025 270 1081</box>
refugee-notice: ΖΗΤΟΥΝΤΑΙ οἱ Γεώργιος καὶ Δημήτριος Μουλιανᾶς. Εἰδοποιοῦν πρόσφυγες ἐκ Βουρλᾶ λιαν παρὰ τοῦ ἰατροῦ Ἀθ. Ζαφειρέλλη ὁδὸς Μιχαήλιδου 2 (ἀπέναντι πλατεῖα Ἀγ. Θωμᾶ). <box>34 385 270 456</box>
bottom-col-c <box>1278 1048 1570 2253</box>
xray-text: Εἶνε τὸ καλλίτερον διαγνωστικὸν μέσον τῶν παθήσεων τοῦ Στομάχου, τῶν Ἐντέρων, τοῦ Καρκίνου τοῦ Στομάχου, τῶν χολολίθων καὶ τῶν λιθιάσεων τῶν νεφρῶν. Ἀκτινοσκόπησις – Ἀκτινοθεραπεία <box>1278 1870 1570 1927</box>
sanssouci-line4: ; ; ; <box>630 682 665 708</box>
latest-headline5: ΙΔΙΑΙΤΕΡΑ ΡΑΔΙΟΓΡΑΦΗΜΑΤΑ ΤΟΥ «ΕΜΠΡΟΣ» <box>1021 345 1325 361</box>
prof-name: PROF. SOLON ARNOW <box>1335 1583 1513 1600</box>
refugee-notice: ΠΑΡΑΚΑΛΕΙΤΑΙ θερμῶς ὁ γνωρίζων περὶ τῆς μητρός του Χαζήκωφ Δαυγουτζιάνα καὶ τῶν ἀδελφῶν μου Μαρίας καὶ Ἀντωνέτας, ὅπως μὲ εἰδοποιήσῃ εἰς ξενοδοχεῖον Ἀγία Σοφία. <box>34 542 270 613</box>
column-shipping <box>280 140 520 1200</box>
prof-sub: ΜΑΘΗΜΑΤΑ ΑΓΓΛΙΚΗΣ <box>1353 1599 1495 1615</box>
agent-name: Α. Α. ΖΩΓΡΑΦΟΣ <box>335 638 465 655</box>
latest-rule-2 <box>1300 368 1302 1018</box>
politika-paragraph: Ἡ Ἀγγλία εἶναι ἡ μόνη Δύναμις ἡ ὁποία μετεχειρίσθη δυναμικὴν πολιτικὴν ἀπέναντι τοῦ Κεμάλ. Ἡ Γαλλία καὶ ἡ Ἰταλία ἀντιθέτως ὑπεστήριξαν τὸν Κεμὰλ καὶ ἔφθασαν νὰ ἐπιβάλουν εἰς τὴν Ἀγγλίαν νὰ δεχθῇ ὅσα ἐζήτουν οἱ Τοῦρκοι. <box>776 1305 1018 1418</box>
london-line-text: Ἐκ Πειραιῶς ΣΤΕΤΤΙΝ διὰ Σκανδιναυϊκούς κλπ. λιμένας. Ἀτμ. «ROTHENBURG» ἀπὸ φορτωσιν ἀπὸ 25 Σ/βρίου. <box>280 489 520 531</box>
latest-paragraph: ΠΑΡΙΣΙΟΙ, 25 Σεπτεμβρίου. — Ἡ ἀπάντησις τῆς Ἀγκυρᾶς περὶ ἐγκαταστάσεως τῶν στρατευμάτων καὶ ἀστυνομικῶν ἀνεχώρησε συμφώνως πρὸς τὴν ἐκκένωσιν τῆς Ἀνατολικῆς Θράκης μετὰ τὴν ἐκεῖθεν ὁλοσχερῆ ἀποχώρησιν τοῦ Ἑλληνικοῦ πληθυσμοῦ καὶ τῶν Ἑλληνικῶν στρατευμάτων, ἐπικυρωθέντα ὑπὸ τῶν ἀντιπροσώπων τῶν Συμμάχων ὅτι ἡ διεξαγωγὴ τῶν διαπραγματεύσεων θὰ συνεχισθῇ. <box>776 369 1026 546</box>
column-refugees <box>34 140 270 2260</box>
col-rule-5 <box>1272 1040 1274 2255</box>
sanssouci-ad <box>530 539 765 789</box>
school-title: ΣΧΟΛΗ ΜΕΤΑΞΑ <box>380 1216 666 1364</box>
clinic-address: Ὁδὸς Πειραιῶς 23 <box>1361 1237 1487 1252</box>
latest-col-b <box>1042 368 1292 716</box>
hernia-highlight: Ἐφαρμοσθέντα ἡ μέθοδος τοῦ θεραπεῖαι τῆς ἀσθενείας περισσοτέρων τῶν 80 χιλιάδων ἀσθενῶν, ἐχόντων κήλας 15, 20, 30, 40 καὶ 40 ἐτῶν, ἐπὶ τῶν ὁποίων ἐσήμαναν ἀπολύτως ἐπιτυχία καὶ ἐπὶ πλείονων ὁλοσχερὴς ἰάσις. <box>288 1942 758 2009</box>
col-rule-1 <box>275 136 277 2256</box>
school-address: 9 — ΚΗΦΙΣΙΑΣ — 9 <box>433 1370 613 1392</box>
refugee-notice: ΔΕΣΠΟΙΝΙΣ ΠΡΟΣΦΥΞ πεπειραμένη διακτυλογράφος Ἑλληνικῆς καὶ Γαλλικῆς ζητεῖ ἐργασίαν. Πληροφορίαι Ἡ Ὥρα Ελληνικοῦ Τύπου 1—5 μ.μ. <box>34 208 270 264</box>
latest-headline3: Η ΘΡΑΚΗ ΘΑ ΥΠΟΔΟΥΛΩΘΗ ΜΕΤΑ ΕΝΑ ΜΗΝΑ ΑΠΟ ΤΗΣ ΕΚΚΕΝΩΣΕΩΣ <box>855 291 1491 312</box>
bulgar-p2: Ἡ Βουλγαρία θὰ πρέπει νὰ ἐκτιμήσῃ τὴν συνεργασίαν τῆς μετὰ τῆς Τουρκίας καὶ θὰ ὠφεληθῇ ἀπὸ αὐτήν. Διὰ τοῦτο ἡ Σερβία πρέπει νὰ ἐπαγρυπνῇ. <box>1028 1215 1268 1279</box>
sanssouci-line3: SANS-SOUCI <box>571 629 724 667</box>
kemal-heading: ΑΙ ΑΠΕΙΛΑΙ ΤΟΥ ΚΕΜΑΛ <box>822 1512 972 1528</box>
latest-paragraph: ΡΩΜΗ, 25 Σεπτεμβρίου.— Αἱ Ἰταλικαὶ ἐφημερίδες πληροφοροῦνται ὅτι τὸ ζήτημα τῶν Ἑλληνικῶν περιουσιῶν, αἱ ὁποῖαι εὑρίσκονται εἰς τὴν Θράκην θὰ συζητηθῇ ὑπὸ τῆς προσεχοῦς Διασκέψεως τῆς εἰρήνης. <box>776 578 1026 675</box>
col-rule-2 <box>525 136 527 1196</box>
refugee-notice: Η ΚΥΡΙΑ Ἀναστασία Σαββοπούλου ζητεῖ τὸν σύζυγόν της Ν. Σαββόπουλον. Ἔκταση Μέγας Ἀλέξανδρος. <box>34 926 270 968</box>
school-commercial-note: Τετρατάξιος <box>581 1435 670 1451</box>
social-item: — Παθήσεις στόματος καὶ ὀδόντων Σ. Κρασσᾶ, ὀδοντοϊατρός, 5½. Πειραιῶς 14, δέχεται 10-12 καὶ 4-6, τηλ. 387 Ὀφθαλμιατρεῖον Γιαννάκου. <box>530 345 765 401</box>
bank-box <box>530 797 765 1008</box>
hernia-footer <box>282 2041 764 2070</box>
gynecologist-ad <box>1278 1360 1570 1454</box>
bottom-col-b <box>1028 1048 1268 2253</box>
fortouna-ad <box>530 1013 765 1091</box>
refugee-notice: Ο ΑΘΑΝΑΣΙΟΣ Χατζηαγγελίδης ζητεῖ τὴν οἰκογένειάν του ἀποτελουμένην ἐκ τῆς συζύγου του καὶ δύο τέκνων. Κατοικεῖ Ἀγ. Νικολάου Πειραιά. <box>34 321 270 377</box>
fortouna-title: ΣΥΦΙΛΙΔΙΑ ΤΡΕΙΟΝ <box>566 1056 729 1076</box>
prof-address: ΟΔΟΣ ΑΡΙΣΤΟΤΕΛΟΥΣ ΑΡΙΘ. 18 - ΓΩΝΙΑ <box>1299 1614 1549 1628</box>
repair-notice: ΕΠΙΣΚΕΥΑΣΘΗ ἀτμολάτρευτη εἰς τιμῆς ἀπὸ ΝΤΟΚΑ, Σοφοκλέους 5. <box>280 1038 520 1065</box>
london-line-title: ΔΙΑ ΛΟΝΔΙΝΟΝ & ΣΤΕΤΤΙΝ <box>317 454 483 470</box>
london-line-agent: Ἀρχοντ ΦΡΑΓΚΟΠΟΥΛΟΙ-ΠΕΙΡΑΙΕΥΣ <box>291 538 509 550</box>
